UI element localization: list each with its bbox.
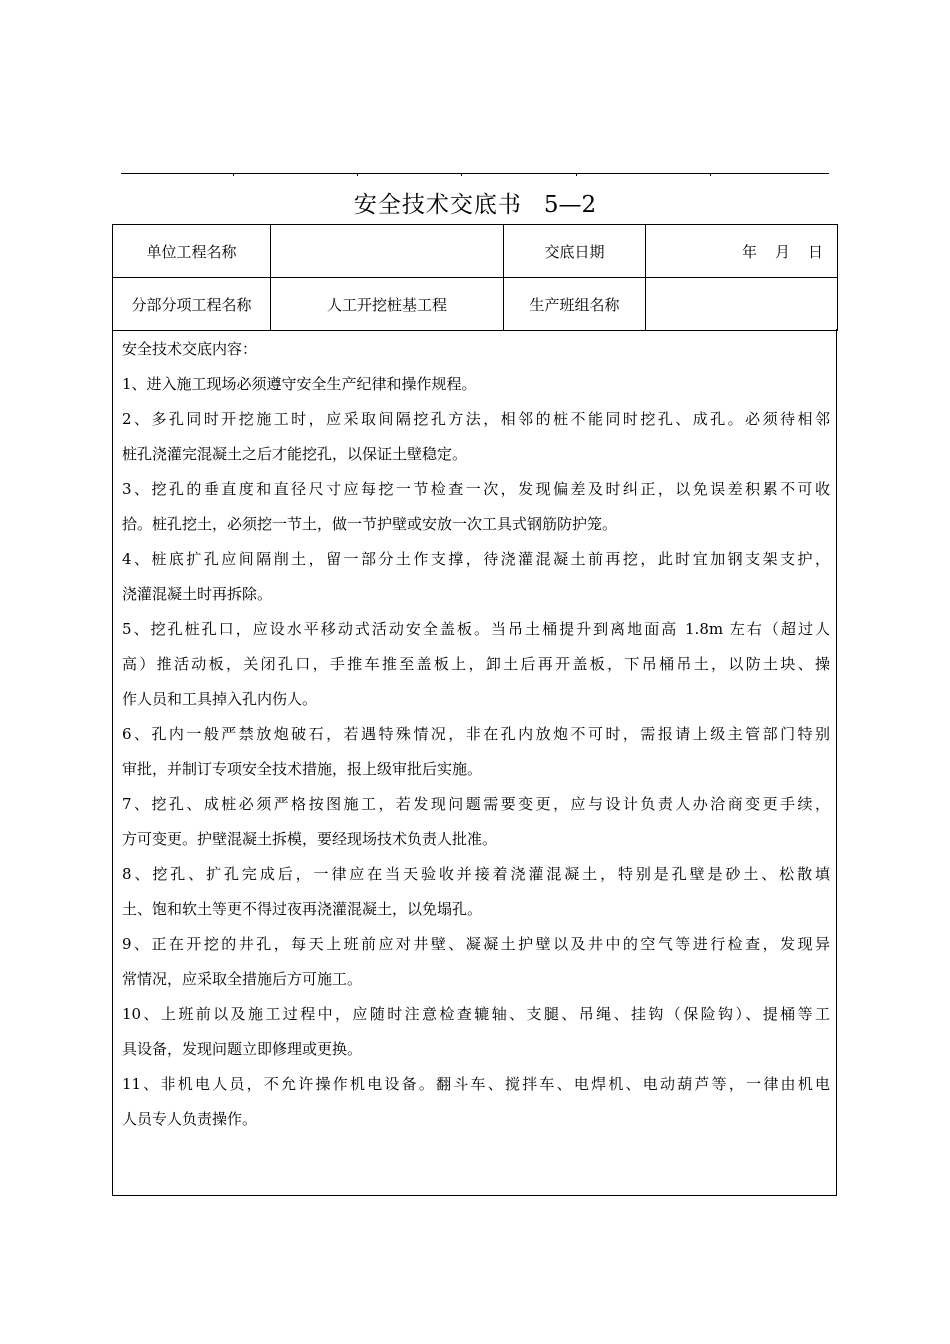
info-table bbox=[112, 224, 838, 331]
content-line: 拾。桩孔挖土，必须挖一节土，做一节护壁或安放一次工具式钢筋防护笼。 bbox=[122, 515, 618, 533]
rule-tick bbox=[233, 173, 234, 176]
content-line: 浇灌混凝土时再拆除。 bbox=[122, 585, 273, 603]
content-line: 5、挖孔桩孔口，应设水平移动式活动安全盖板。当吊土桶提升到离地面高 1.8m 左右（超过人 bbox=[122, 620, 830, 638]
document-title bbox=[0, 185, 950, 225]
content-heading: 安全技术交底内容： bbox=[122, 340, 258, 358]
title-text: 安全技术交底书 bbox=[353, 192, 522, 218]
date-day: 日 bbox=[807, 242, 823, 261]
content-line: 9、正在开挖的井孔，每天上班前应对井壁、凝凝土护壁以及井中的空气等进行检查，发现异 bbox=[122, 935, 830, 953]
content-line: 常情况，应采取全措施后方可施工。 bbox=[122, 970, 363, 988]
content-line: 桩孔浇灌完混凝土之后才能挖孔，以保证土壁稳定。 bbox=[122, 445, 468, 463]
title-code: 5—2 bbox=[543, 192, 597, 218]
content-line: 土、饱和软土等更不得过夜再浇灌混凝土，以免塌孔。 bbox=[122, 900, 483, 918]
info-row-unit bbox=[113, 225, 838, 278]
content-line: 6、孔内一般严禁放炮破石，若遇特殊情况，非在孔内放炮不可时，需报请上级主管部门特别 bbox=[122, 725, 830, 743]
content-line: 8、挖孔、扩孔完成后，一律应在当天验收并接着浇灌混凝土，特别是孔壁是砂土、松散填 bbox=[122, 865, 830, 883]
subproject-name-value: 人工开挖桩基工程 bbox=[271, 278, 504, 331]
safety-content-box bbox=[112, 329, 837, 1196]
disclosure-date-value bbox=[646, 225, 838, 278]
date-month: 月 bbox=[774, 242, 790, 261]
content-line: 11、非机电人员，不允许操作机电设备。翻斗车、搅拌车、电焊机、电动葫芦等，一律由机电 bbox=[122, 1075, 830, 1093]
content-line: 10、上班前以及施工过程中，应随时注意检查辘轴、支腿、吊绳、挂钩（保险钩）、提桶等工 bbox=[122, 1005, 830, 1023]
safety-content bbox=[113, 329, 836, 1137]
content-line: 审批，并制订专项安全技术措施，报上级审批后实施。 bbox=[122, 760, 483, 778]
unit-name-value bbox=[271, 225, 504, 278]
content-line: 2、多孔同时开挖施工时，应采取间隔挖孔方法，相邻的桩不能同时挖孔、成孔。必须待相邻 bbox=[122, 410, 830, 428]
date-year: 年 bbox=[741, 242, 757, 261]
unit-name-label: 单位工程名称 bbox=[113, 225, 271, 278]
rule-tick bbox=[576, 173, 577, 176]
top-rule bbox=[121, 173, 829, 174]
subproject-name-label: 分部分项工程名称 bbox=[113, 278, 271, 331]
disclosure-date-label: 交底日期 bbox=[504, 225, 646, 278]
content-line: 方可变更。护壁混凝土拆模，要经现场技术负责人批准。 bbox=[122, 830, 498, 848]
content-line: 3、挖孔的垂直度和直径尺寸应每挖一节检查一次，发现偏差及时纠正，以免误差积累不可收 bbox=[122, 480, 830, 498]
content-line: 高）推活动板，关闭孔口，手推车推至盖板上，卸土后再开盖板，下吊桶吊土，以防土块、操 bbox=[122, 655, 830, 673]
content-line: 7、挖孔、成桩必须严格按图施工，若发现问题需要变更，应与设计负责人办洽商变更手续， bbox=[122, 795, 830, 813]
content-line: 人员专人负责操作。 bbox=[122, 1110, 258, 1128]
production-team-label: 生产班组名称 bbox=[504, 278, 646, 331]
content-line: 作人员和工具掉入孔内伤人。 bbox=[122, 690, 318, 708]
content-line: 具设备，发现问题立即修理或更换。 bbox=[122, 1040, 363, 1058]
rule-tick bbox=[357, 173, 358, 176]
content-line: 1、进入施工现场必须遵守安全生产纪律和操作规程。 bbox=[122, 375, 477, 393]
production-team-value bbox=[646, 278, 838, 331]
content-line: 4、桩底扩孔应间隔削土，留一部分土作支撑，待浇灌混凝土前再挖，此时宜加钢支架支护， bbox=[122, 550, 830, 568]
info-row-subproject bbox=[113, 278, 838, 331]
rule-tick bbox=[461, 173, 462, 176]
rule-tick bbox=[710, 173, 711, 176]
